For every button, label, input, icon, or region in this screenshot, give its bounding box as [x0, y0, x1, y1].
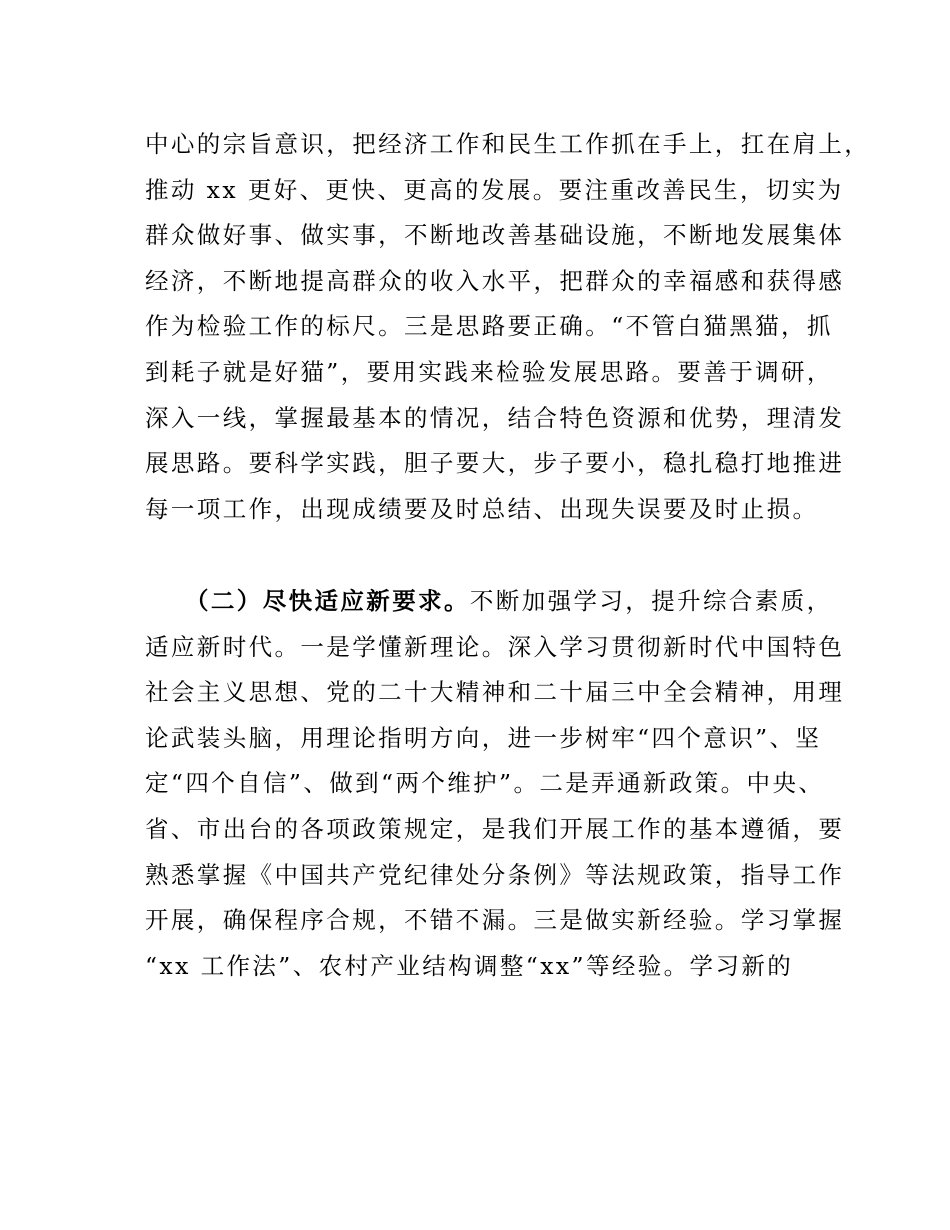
- text-line: 论武装头脑，用理论指明方向，进一步树牢“四个意识”、坚: [145, 723, 822, 752]
- section-heading: （二）尽快适应新要求。: [185, 587, 470, 615]
- heading-line-rest: 不断加强学习，提升综合素质，: [469, 587, 833, 615]
- text-line: 熟悉掌握《中国共产党纪律处分条例》等法规政策，指导工作: [145, 860, 845, 889]
- text-line: 社会主义思想、党的二十大精神和二十届三中全会精神，用理: [145, 678, 845, 707]
- paragraph-1: [145, 122, 871, 532]
- paragraph-2: [145, 579, 845, 989]
- text-line: 定“四个自信”、做到“两个维护”。二是弄通新政策。中央、: [145, 769, 825, 798]
- text-line: 每一项工作，出现成绩要及时总结、出现失误要及时止损。: [145, 494, 819, 523]
- text-line: 深入一线，掌握最基本的情况，结合特色资源和优势，理清发: [145, 403, 845, 432]
- text-line: 经济，不断地提高群众的收入水平，把群众的幸福感和获得感: [145, 266, 845, 295]
- text-line: 推动 xx 更好、更快、更高的发展。要注重改善民生，切实为: [145, 175, 844, 204]
- text-line: 开展，确保程序合规，不错不漏。三是做实新经验。学习掌握: [145, 906, 845, 935]
- text-line: 展思路。要科学实践，胆子要大，步子要小，稳扎稳打地推进: [145, 449, 845, 478]
- text-line: 中心的宗旨意识，把经济工作和民生工作抓在手上，扛在肩上，: [145, 130, 871, 158]
- text-line-first: [145, 579, 835, 625]
- text-line: “xx 工作法”、农村产业结构调整“xx”等经验。学习新的: [145, 951, 794, 980]
- text-line: 适应新时代。一是学懂新理论。深入学习贯彻新时代中国特色: [145, 632, 845, 661]
- text-line: 省、市出台的各项政策规定，是我们开展工作的基本遵循，要: [145, 814, 845, 843]
- text-line: 作为检验工作的标尺。三是思路要正确。“不管白猫黑猫，抓: [145, 312, 833, 341]
- text-line: 群众做好事、做实事，不断地改善基础设施，不断地发展集体: [145, 221, 845, 250]
- text-line: 到耗子就是好猫”，要用实践来检验发展思路。要善于调研，: [145, 357, 833, 386]
